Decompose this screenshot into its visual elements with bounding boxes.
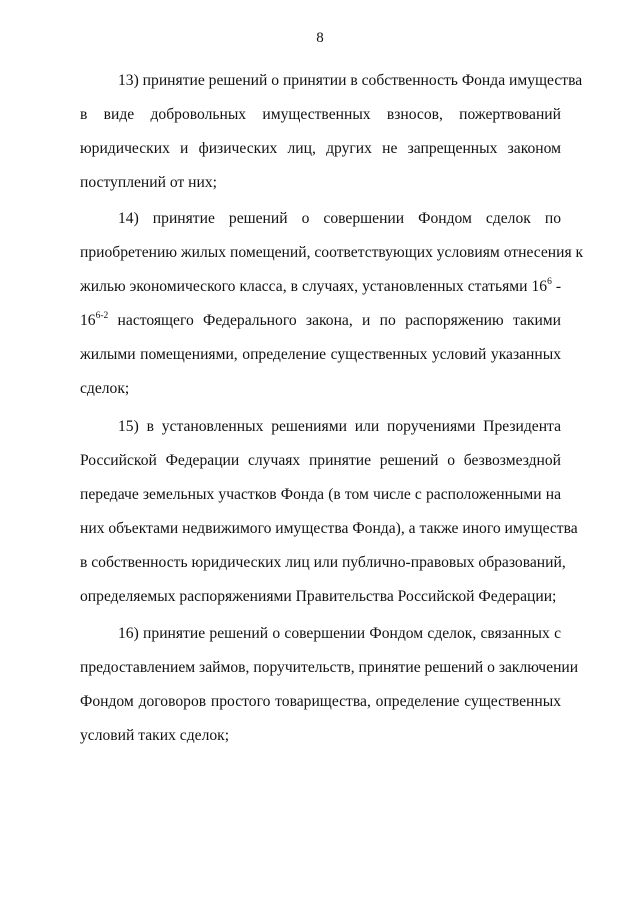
page-number: 8: [316, 30, 324, 46]
item-16-line-1: 16) принятие решений о совершении Фондом сделок, связанных с: [118, 625, 561, 642]
item-13-line-4: поступлений от них;: [80, 174, 217, 191]
item-14-line-1: 14) принятие решений о совершении Фондом сделок по: [118, 210, 561, 227]
item-14-line-4: [80, 312, 561, 346]
item-14-line-3-sup: 6: [547, 277, 552, 287]
item-13: [80, 72, 583, 208]
item-15-line-3: передаче земельных участков Фонда (в том числе с расположенными на: [80, 486, 561, 503]
item-15-line-4: них объектами недвижимого имущества Фонда), а также иного имущества: [80, 520, 578, 537]
item-14-line-2: приобретению жилых помещений, соответствующих условиям отнесения к: [80, 244, 584, 261]
item-16-line-2: предоставлением займов, поручительств, принятие решений о заключении: [80, 659, 579, 676]
item-15-line-1: 15) в установленных решениями или поручениями Президента: [118, 418, 561, 435]
item-13-line-3: юридических и физических лиц, других не запрещенных законом: [80, 140, 561, 157]
item-14-line-3: [80, 278, 561, 312]
item-16: [80, 625, 579, 761]
item-13-line-2: в виде добровольных имущественных взносов, пожертвований: [80, 106, 561, 123]
item-14-line-3-text: жилью экономического класса, в случаях, установленных статьями 16: [80, 278, 548, 295]
item-15-line-6: определяемых распоряжениями Правительства Российской Федерации;: [80, 588, 557, 605]
item-14-line-3-tail: -: [551, 278, 562, 295]
item-14-line-5: жилыми помещениями, определение существенных условий указанных: [80, 346, 561, 363]
item-14-line-4-text: настоящего Федерального закона, и по распоряжению такими: [108, 312, 561, 329]
item-14-line-4-pre: 16: [80, 312, 96, 329]
item-15-line-2: Российской Федерации случаях принятие решений о безвозмездной: [80, 452, 561, 469]
item-14: [80, 210, 584, 414]
item-13-line-1: 13) принятие решений о принятии в собственность Фонда имущества: [118, 72, 583, 89]
item-16-line-3: Фондом договоров простого товарищества, определение существенных: [80, 693, 561, 710]
item-15: [80, 418, 578, 622]
item-15-line-5: в собственность юридических лиц или публично-правовых образований,: [80, 554, 566, 571]
item-14-line-4-sup: 6-2: [95, 311, 109, 321]
item-16-line-4: условий таких сделок;: [80, 727, 230, 744]
item-14-line-6: сделок;: [80, 380, 130, 397]
